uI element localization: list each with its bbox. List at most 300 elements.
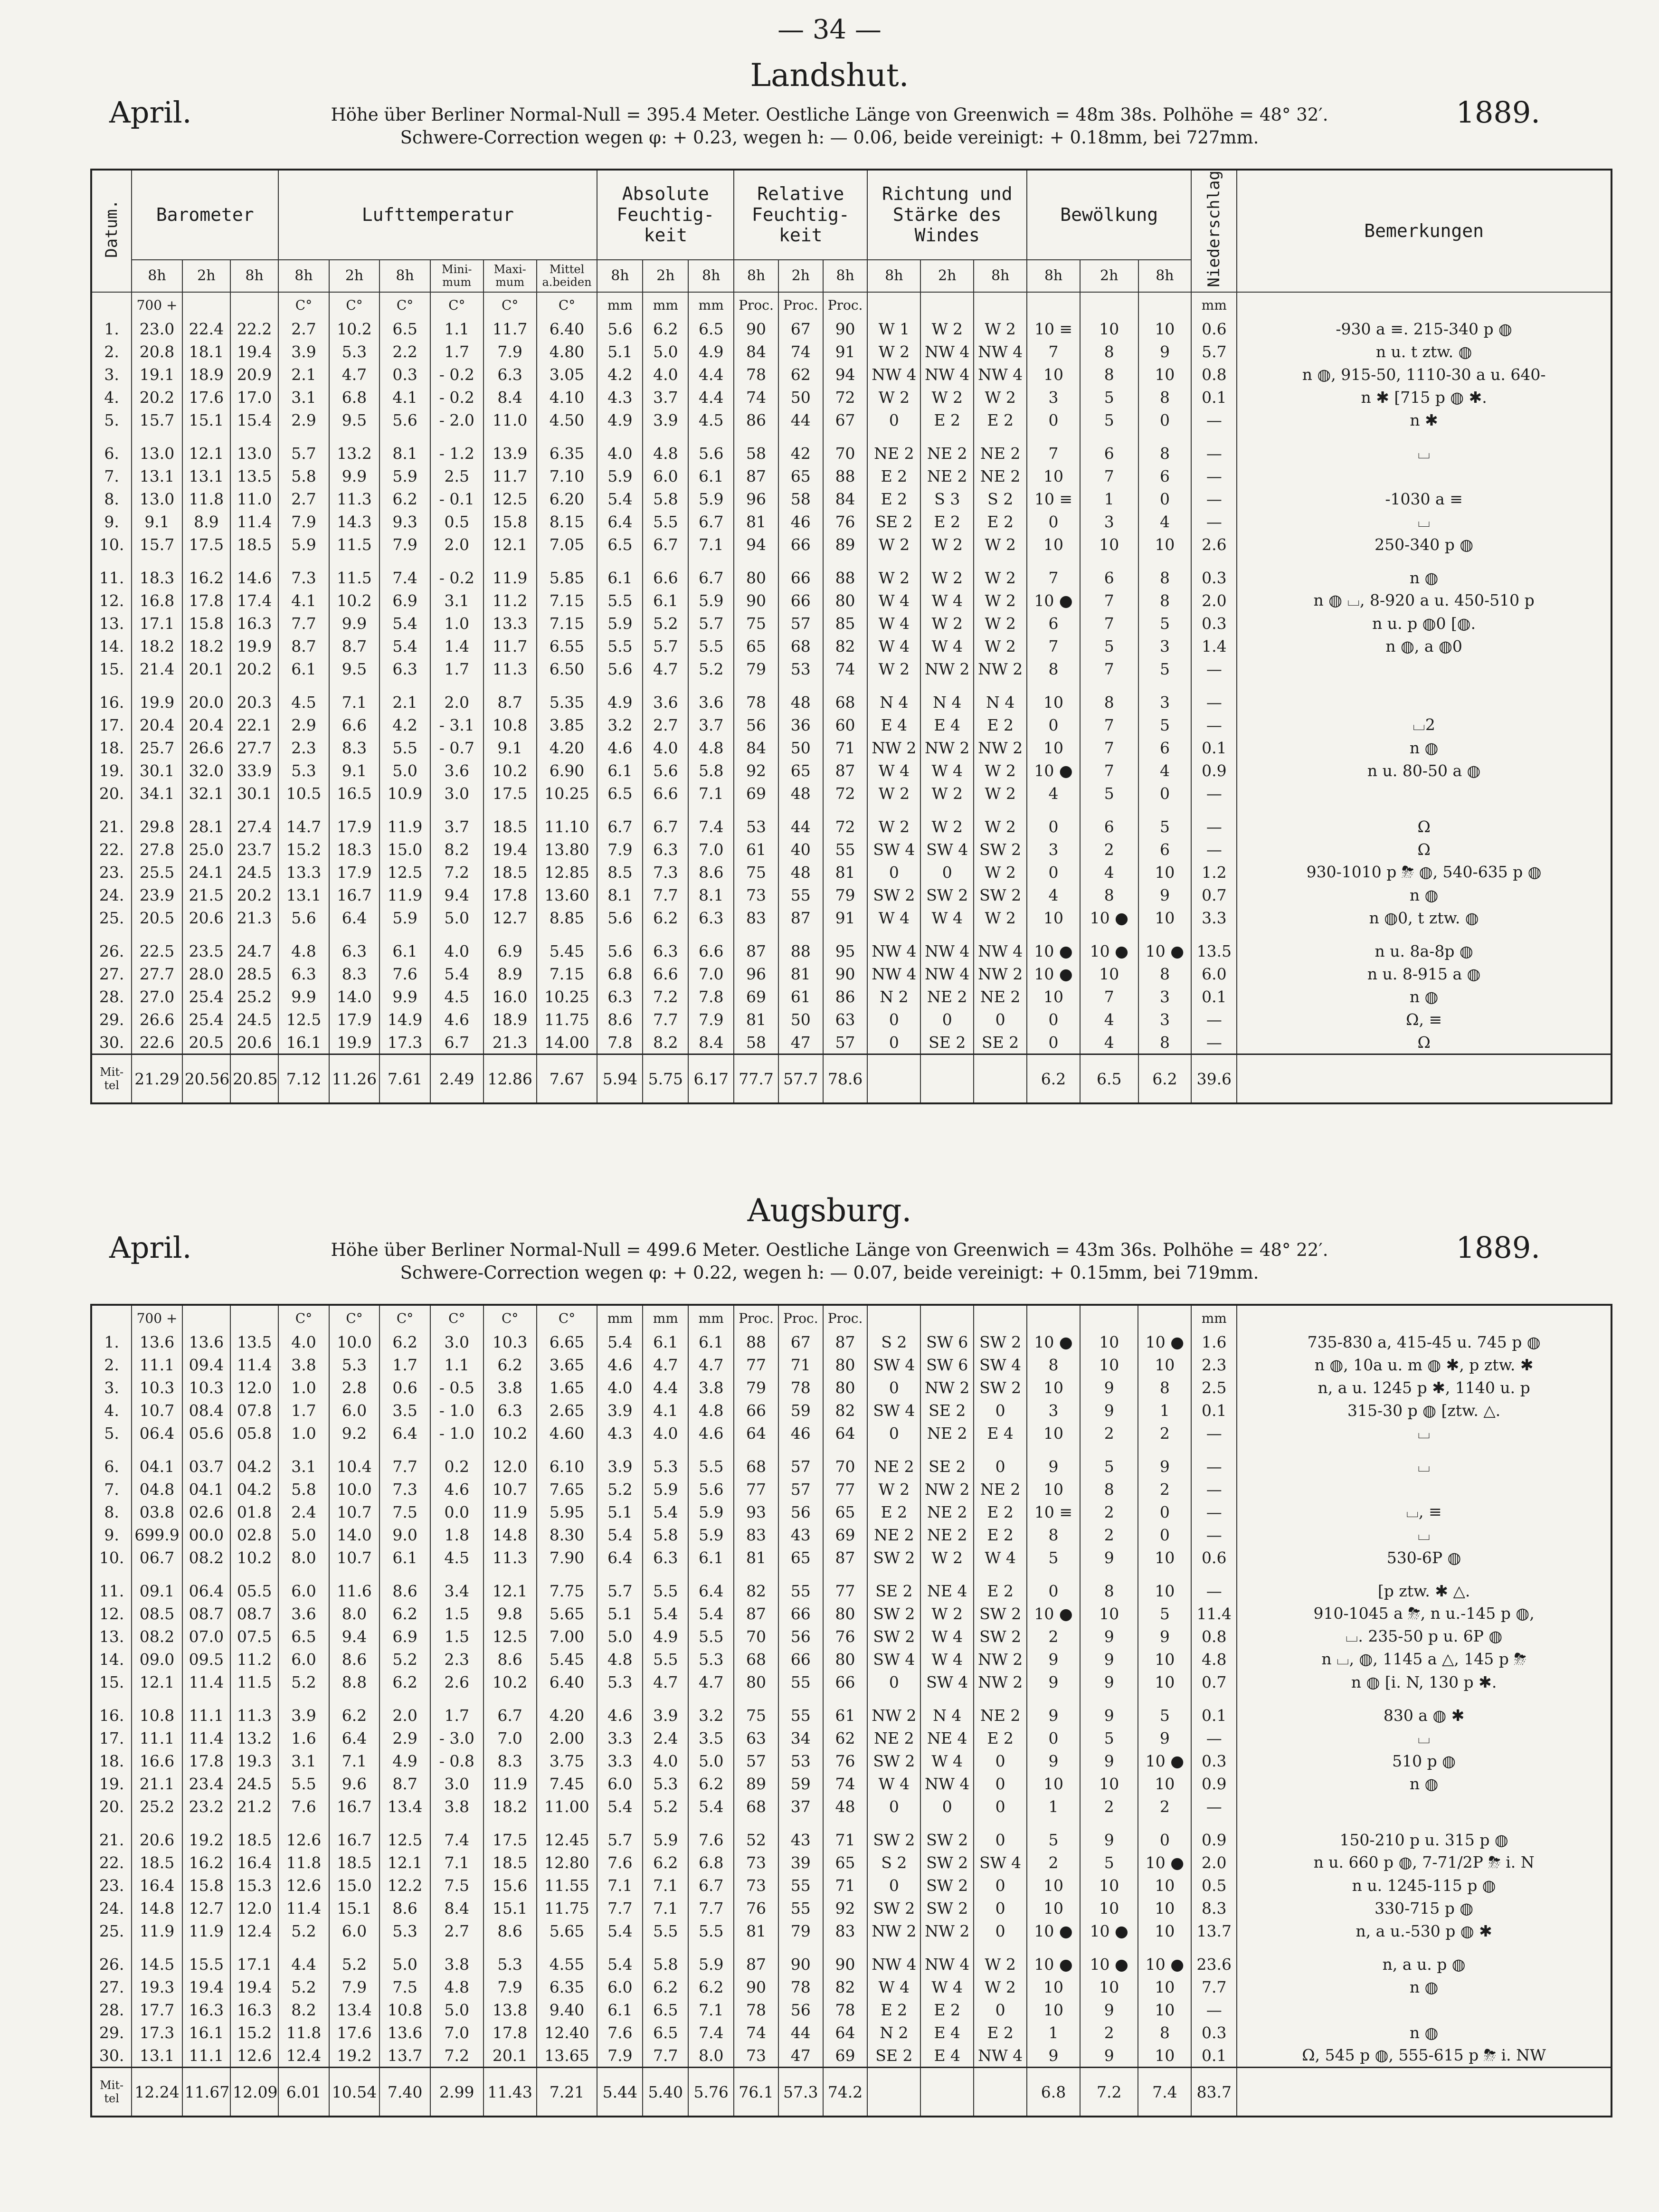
rel-hum-2h: 55: [778, 883, 823, 906]
temp-min: - 3.1: [430, 713, 483, 736]
rel-hum-8h-eve: 60: [823, 713, 868, 736]
abs-hum-8h-eve: 6.7: [688, 566, 734, 589]
rel-hum-8h-eve: 80: [823, 1353, 868, 1376]
temp-min: 2.7: [430, 1919, 483, 1942]
cloud-2h: 6: [1080, 815, 1138, 838]
abs-hum-8h-eve: 7.6: [688, 1828, 734, 1851]
rel-hum-8h: 80: [734, 566, 778, 589]
abs-hum-8h-eve: 4.6: [688, 1422, 734, 1444]
temp-8h-eve: 5.9: [379, 465, 430, 487]
wind-8h-eve: 0: [974, 1008, 1027, 1031]
temp-mean: 11.75: [537, 1897, 597, 1919]
table-row: [91, 1478, 1612, 1500]
temp-2h: 5.2: [329, 1953, 380, 1975]
rel-hum-2h: 81: [778, 962, 823, 985]
spacer-cell: [688, 1942, 734, 1953]
table-row: [91, 1625, 1612, 1648]
cloud-8h: 10: [1027, 1897, 1080, 1919]
spacer-cell: [278, 556, 329, 566]
rel-hum-8h-eve: 69: [823, 1523, 868, 1546]
temp-8h: 2.9: [278, 713, 329, 736]
table-row: [91, 1772, 1612, 1795]
cloud-2h: 9: [1080, 1828, 1138, 1851]
cloud-8h: 9: [1027, 1749, 1080, 1772]
remarks: ⌴: [1237, 1422, 1612, 1444]
rel-hum-8h: 66: [734, 1399, 778, 1422]
cloud-8h-eve: 0: [1138, 1828, 1191, 1851]
abs-hum-8h: 5.6: [597, 317, 643, 340]
temp-8h: 6.5: [278, 1625, 329, 1648]
temp-mean: 10.25: [537, 782, 597, 805]
baro-8h-eve: 22.1: [230, 713, 278, 736]
table-row: [91, 317, 1612, 340]
cloud-8h-eve: 8: [1138, 589, 1192, 612]
baro-8h: 10.8: [132, 1704, 182, 1727]
abs-hum-2h: 7.7: [643, 1008, 688, 1031]
temp-2h: 9.9: [329, 612, 380, 635]
temp-min: 3.0: [430, 1772, 483, 1795]
temp-2h: 5.3: [329, 1353, 380, 1376]
mean-temp-8h-eve: 7.40: [379, 2068, 430, 2117]
abs-hum-8h-eve: 7.8: [688, 985, 734, 1008]
rel-hum-8h: 73: [734, 883, 778, 906]
temp-2h: 14.0: [329, 1523, 380, 1546]
precip: —: [1191, 408, 1237, 431]
temp-8h-eve: 6.2: [379, 1602, 430, 1625]
baro-2h: 06.4: [182, 1579, 230, 1602]
abs-hum-8h: 4.8: [597, 1648, 643, 1671]
temp-min: 1.1: [430, 317, 483, 340]
rel-hum-8h-eve: 69: [823, 2044, 868, 2068]
wind-8h-eve: E 2: [974, 1523, 1027, 1546]
table-row: [91, 2021, 1612, 2044]
rel-hum-8h-eve: 68: [823, 691, 868, 713]
abs-hum-2h: 3.6: [643, 691, 688, 713]
abs-hum-2h: 5.8: [643, 1953, 688, 1975]
rel-hum-8h: 79: [734, 657, 778, 680]
spacer-cell: [778, 929, 823, 940]
spacer-cell: [1138, 805, 1192, 815]
remarks: n, a u. 1245 p ✱, 1140 u. p: [1237, 1376, 1612, 1399]
temp-8h: 4.4: [278, 1953, 329, 1975]
wind-8h-eve: E 2: [974, 713, 1027, 736]
table-row: [91, 962, 1612, 985]
baro-8h-eve: 19.3: [230, 1749, 278, 1772]
header-niederschlag: Niederschlag: [1191, 170, 1237, 292]
wind-8h-eve: NW 4: [974, 363, 1027, 386]
wind-8h: SW 4: [867, 1353, 920, 1376]
wind-8h: W 2: [867, 340, 920, 363]
wind-8h-eve: W 2: [974, 815, 1027, 838]
spacer-cell: [379, 929, 430, 940]
day: 15.: [91, 657, 132, 680]
wind-8h: SE 2: [867, 510, 920, 533]
temp-max: 12.5: [483, 487, 537, 510]
table-row: [91, 1422, 1612, 1444]
abs-hum-8h-eve: 4.8: [688, 1399, 734, 1422]
wind-8h: W 4: [867, 759, 920, 782]
abs-hum-8h-eve: 5.6: [688, 1478, 734, 1500]
spacer-cell: [643, 556, 688, 566]
wind-8h-eve: W 2: [974, 906, 1027, 929]
remarks: ⌴, ≡: [1237, 1500, 1612, 1523]
unit-remarks: [1237, 1305, 1612, 1330]
baro-8h-eve: 13.2: [230, 1727, 278, 1749]
page-number: — 34 —: [777, 14, 882, 45]
wind-2h: E 2: [920, 1998, 974, 2021]
baro-8h-eve: 16.4: [230, 1851, 278, 1874]
remarks: n ◍, 10a u. m ◍ ✱, p ztw. ✱: [1237, 1353, 1612, 1376]
temp-mean: 7.15: [537, 612, 597, 635]
abs-hum-8h-eve: 5.5: [688, 1919, 734, 1942]
temp-8h-eve: 6.1: [379, 940, 430, 962]
temp-8h-eve: 6.5: [379, 317, 430, 340]
remarks: [1237, 1998, 1612, 2021]
temp-8h-eve: 6.2: [379, 487, 430, 510]
temp-2h: 18.5: [329, 1851, 380, 1874]
rel-hum-8h-eve: 88: [823, 566, 868, 589]
unit-temp-2h: C°: [329, 1305, 380, 1330]
day: 4.: [91, 1399, 132, 1422]
remarks: [1237, 657, 1612, 680]
spacer-cell: [91, 1693, 132, 1704]
spacer-cell: [91, 680, 132, 691]
temp-8h: 3.8: [278, 1353, 329, 1376]
spacer-cell: [920, 805, 974, 815]
day: 10.: [91, 533, 132, 556]
baro-8h-eve: 11.0: [230, 487, 278, 510]
cloud-8h-eve: 10 ●: [1138, 1749, 1191, 1772]
baro-8h: 16.8: [132, 589, 182, 612]
abs-hum-8h: 4.9: [597, 691, 643, 713]
abs-hum-2h: 5.3: [643, 1455, 688, 1478]
cloud-2h: 7: [1080, 657, 1138, 680]
spacer-cell: [1080, 431, 1138, 442]
spacer-cell: [597, 1942, 643, 1953]
abs-hum-8h-eve: 3.7: [688, 713, 734, 736]
precip: —: [1191, 838, 1237, 861]
day: 5.: [91, 1422, 132, 1444]
temp-min: 2.5: [430, 465, 483, 487]
spacer-cell: [537, 1942, 597, 1953]
spacer-cell: [132, 1818, 182, 1828]
temp-mean: 4.20: [537, 736, 597, 759]
temp-mean: 4.50: [537, 408, 597, 431]
abs-hum-8h: 4.0: [597, 442, 643, 465]
cloud-2h: 8: [1080, 363, 1138, 386]
rel-hum-8h-eve: 74: [823, 657, 868, 680]
abs-hum-2h: 6.7: [643, 815, 688, 838]
spacer-cell: [597, 1569, 643, 1579]
day: 25.: [91, 1919, 132, 1942]
baro-8h-eve: 27.7: [230, 736, 278, 759]
spacer-cell: [430, 680, 483, 691]
temp-min: 6.7: [430, 1031, 483, 1054]
rel-hum-2h: 46: [778, 510, 823, 533]
spacer-cell: [734, 1569, 778, 1579]
rel-hum-8h-eve: 90: [823, 317, 868, 340]
spacer-cell: [132, 680, 182, 691]
spacer-cell: [1138, 929, 1192, 940]
spacer-cell: [537, 1818, 597, 1828]
baro-8h: 21.4: [132, 657, 182, 680]
rel-hum-8h: 73: [734, 1874, 778, 1897]
baro-2h: 03.7: [182, 1455, 230, 1478]
baro-8h: 27.8: [132, 838, 182, 861]
table-row: [91, 1727, 1612, 1749]
station-year: 1889.: [1456, 95, 1540, 130]
wind-2h: W 2: [920, 815, 974, 838]
rel-hum-8h: 87: [734, 1602, 778, 1625]
baro-8h: 27.0: [132, 985, 182, 1008]
rel-hum-8h: 52: [734, 1828, 778, 1851]
spacer-cell: [329, 1569, 380, 1579]
spacer-cell: [483, 680, 537, 691]
wind-8h-eve: SW 2: [974, 1625, 1027, 1648]
header-8h: 8h: [734, 260, 778, 292]
abs-hum-2h: 5.0: [643, 340, 688, 363]
rel-hum-8h: 79: [734, 1376, 778, 1399]
spacer-cell: [1138, 1818, 1191, 1828]
baro-8h: 11.1: [132, 1353, 182, 1376]
rel-hum-8h: 82: [734, 1579, 778, 1602]
day: 20.: [91, 782, 132, 805]
cloud-2h: 10: [1080, 1975, 1138, 1998]
remarks: [1237, 1795, 1612, 1818]
wind-2h: NW 4: [920, 962, 974, 985]
temp-max: 11.7: [483, 635, 537, 657]
spacer-cell: [182, 1942, 230, 1953]
wind-8h: W 4: [867, 635, 920, 657]
rel-hum-8h: 84: [734, 340, 778, 363]
spacer-cell: [643, 1693, 688, 1704]
wind-2h: NE 2: [920, 985, 974, 1008]
spacer-cell: [132, 431, 182, 442]
temp-2h: 8.3: [329, 962, 380, 985]
cloud-2h: 8: [1080, 883, 1138, 906]
cloud-8h: 10 ●: [1027, 589, 1080, 612]
baro-8h: 30.1: [132, 759, 182, 782]
spacer-cell: [734, 929, 778, 940]
baro-2h: 16.3: [182, 1998, 230, 2021]
day: 30.: [91, 2044, 132, 2068]
precip: 0.1: [1191, 985, 1237, 1008]
temp-8h: 7.7: [278, 612, 329, 635]
rel-hum-8h: 77: [734, 1478, 778, 1500]
group-spacer: [91, 680, 1612, 691]
temp-mean: 6.10: [537, 1455, 597, 1478]
day: 3.: [91, 363, 132, 386]
temp-mean: 10.25: [537, 985, 597, 1008]
temp-min: 1.8: [430, 1523, 483, 1546]
wind-2h: SW 4: [920, 1671, 974, 1693]
table-row: [91, 1353, 1612, 1376]
temp-8h-eve: 1.7: [379, 1353, 430, 1376]
temp-8h-eve: 5.0: [379, 1953, 430, 1975]
temp-2h: 4.7: [329, 363, 380, 386]
cloud-8h-eve: 10: [1138, 1874, 1191, 1897]
wind-8h-eve: W 2: [974, 317, 1027, 340]
table-row: [91, 386, 1612, 408]
baro-2h: 20.1: [182, 657, 230, 680]
rel-hum-2h: 67: [778, 1330, 823, 1353]
spacer-cell: [483, 556, 537, 566]
abs-hum-2h: 5.5: [643, 1648, 688, 1671]
temp-max: 12.5: [483, 1625, 537, 1648]
table-row: [91, 1031, 1612, 1054]
cloud-2h: 8: [1080, 691, 1138, 713]
cloud-8h-eve: 8: [1138, 962, 1192, 985]
temp-8h: 10.5: [278, 782, 329, 805]
temp-8h-eve: 5.2: [379, 1648, 430, 1671]
rel-hum-8h-eve: 76: [823, 510, 868, 533]
precip: —: [1191, 1455, 1237, 1478]
temp-8h-eve: 5.9: [379, 906, 430, 929]
baro-2h: 11.1: [182, 1704, 230, 1727]
spacer-cell: [91, 1942, 132, 1953]
spacer-cell: [1191, 556, 1237, 566]
remarks: n ◍: [1237, 2021, 1612, 2044]
remarks: Ω: [1237, 815, 1612, 838]
abs-hum-2h: 6.6: [643, 566, 688, 589]
abs-hum-2h: 6.2: [643, 1975, 688, 1998]
baro-2h: 18.9: [182, 363, 230, 386]
temp-min: 3.7: [430, 815, 483, 838]
rel-hum-8h-eve: 72: [823, 386, 868, 408]
wind-2h: E 4: [920, 2021, 974, 2044]
baro-2h: 22.4: [182, 317, 230, 340]
cloud-2h: 2: [1080, 1422, 1138, 1444]
spacer-cell: [278, 1942, 329, 1953]
abs-hum-2h: 5.4: [643, 1602, 688, 1625]
spacer-cell: [182, 680, 230, 691]
temp-min: 5.4: [430, 962, 483, 985]
spacer-cell: [823, 680, 868, 691]
mean-temp-max: 12.86: [483, 1054, 537, 1104]
abs-hum-2h: 4.0: [643, 1749, 688, 1772]
cloud-2h: 5: [1080, 1455, 1138, 1478]
spacer-cell: [867, 1444, 920, 1455]
rel-hum-8h-eve: 86: [823, 985, 868, 1008]
temp-min: 1.5: [430, 1625, 483, 1648]
wind-8h: SW 2: [867, 883, 920, 906]
rel-hum-8h: 64: [734, 1422, 778, 1444]
abs-hum-8h: 4.0: [597, 1376, 643, 1399]
spacer-cell: [778, 805, 823, 815]
rel-hum-8h-eve: 70: [823, 442, 868, 465]
temp-mean: 6.40: [537, 1671, 597, 1693]
mean-rel-hum-8h-eve: 74.2: [823, 2068, 868, 2117]
remarks: n ✱: [1237, 408, 1612, 431]
baro-2h: 11.4: [182, 1727, 230, 1749]
spacer-cell: [329, 1444, 380, 1455]
temp-8h-eve: 6.4: [379, 1422, 430, 1444]
temp-max: 17.5: [483, 782, 537, 805]
temp-8h-eve: 8.6: [379, 1897, 430, 1919]
temp-min: 3.8: [430, 1953, 483, 1975]
spacer-cell: [1138, 1569, 1191, 1579]
temp-8h: 8.7: [278, 635, 329, 657]
wind-2h: N 4: [920, 1704, 974, 1727]
temp-max: 20.1: [483, 2044, 537, 2068]
temp-8h: 5.7: [278, 442, 329, 465]
spacer-cell: [1080, 1942, 1138, 1953]
spacer-cell: [1191, 1818, 1237, 1828]
remarks: [p ztw. ✱ △.: [1237, 1579, 1612, 1602]
header-absolute-feuchtigkeit: Absolute Feuchtig- keit: [597, 170, 734, 260]
cloud-8h: 10: [1027, 1874, 1080, 1897]
cloud-8h: 7: [1027, 635, 1080, 657]
temp-min: 1.7: [430, 340, 483, 363]
spacer-cell: [1080, 1444, 1138, 1455]
precip: 13.5: [1191, 940, 1237, 962]
spacer-cell: [230, 1818, 278, 1828]
temp-8h: 5.9: [278, 533, 329, 556]
abs-hum-8h: 4.3: [597, 1422, 643, 1444]
rel-hum-2h: 44: [778, 815, 823, 838]
temp-2h: 9.4: [329, 1625, 380, 1648]
precip: —: [1191, 713, 1237, 736]
baro-8h: 26.6: [132, 1008, 182, 1031]
spacer-cell: [823, 431, 868, 442]
baro-2h: 08.7: [182, 1602, 230, 1625]
cloud-8h: 0: [1027, 1579, 1080, 1602]
header-lufttemperatur: Lufttemperatur: [278, 170, 597, 260]
cloud-8h: 10: [1027, 1376, 1080, 1399]
temp-2h: 13.4: [329, 1998, 380, 2021]
rel-hum-8h: 88: [734, 1330, 778, 1353]
baro-8h: 13.6: [132, 1330, 182, 1353]
cloud-8h-eve: 8: [1138, 1031, 1192, 1054]
temp-2h: 15.0: [329, 1874, 380, 1897]
baro-2h: 09.4: [182, 1353, 230, 1376]
wind-8h-eve: W 2: [974, 759, 1027, 782]
table-row: [91, 1602, 1612, 1625]
temp-min: 1.5: [430, 1602, 483, 1625]
temp-8h: 3.6: [278, 1602, 329, 1625]
temp-min: 5.0: [430, 906, 483, 929]
baro-8h: 08.5: [132, 1602, 182, 1625]
cloud-8h-eve: 10 ●: [1138, 1953, 1191, 1975]
spacer-cell: [920, 929, 974, 940]
spacer-cell: [1080, 1569, 1138, 1579]
temp-mean: 7.90: [537, 1546, 597, 1569]
spacer-cell: [483, 1818, 537, 1828]
baro-2h: 11.8: [182, 487, 230, 510]
remarks: n u. 80-50 a ◍: [1237, 759, 1612, 782]
spacer-cell: [734, 1818, 778, 1828]
precip: 6.0: [1191, 962, 1237, 985]
precip: 0.3: [1191, 612, 1237, 635]
rel-hum-8h: 92: [734, 759, 778, 782]
rel-hum-2h: 57: [778, 1455, 823, 1478]
baro-8h: 20.2: [132, 386, 182, 408]
abs-hum-8h: 6.0: [597, 1772, 643, 1795]
rel-hum-8h: 57: [734, 1749, 778, 1772]
cloud-2h: 10 ●: [1080, 1953, 1138, 1975]
temp-8h-eve: 5.4: [379, 635, 430, 657]
unit-abs-hum-8h-eve: mm: [688, 1305, 734, 1330]
temp-8h-eve: 5.4: [379, 612, 430, 635]
temp-2h: 9.5: [329, 657, 380, 680]
spacer-cell: [734, 431, 778, 442]
abs-hum-8h-eve: 6.3: [688, 906, 734, 929]
wind-2h: W 4: [920, 1749, 974, 1772]
temp-mean: 3.65: [537, 1353, 597, 1376]
cloud-8h: 2: [1027, 1851, 1080, 1874]
temp-max: 12.0: [483, 1455, 537, 1478]
remarks: n ◍, a ◍0: [1237, 635, 1612, 657]
